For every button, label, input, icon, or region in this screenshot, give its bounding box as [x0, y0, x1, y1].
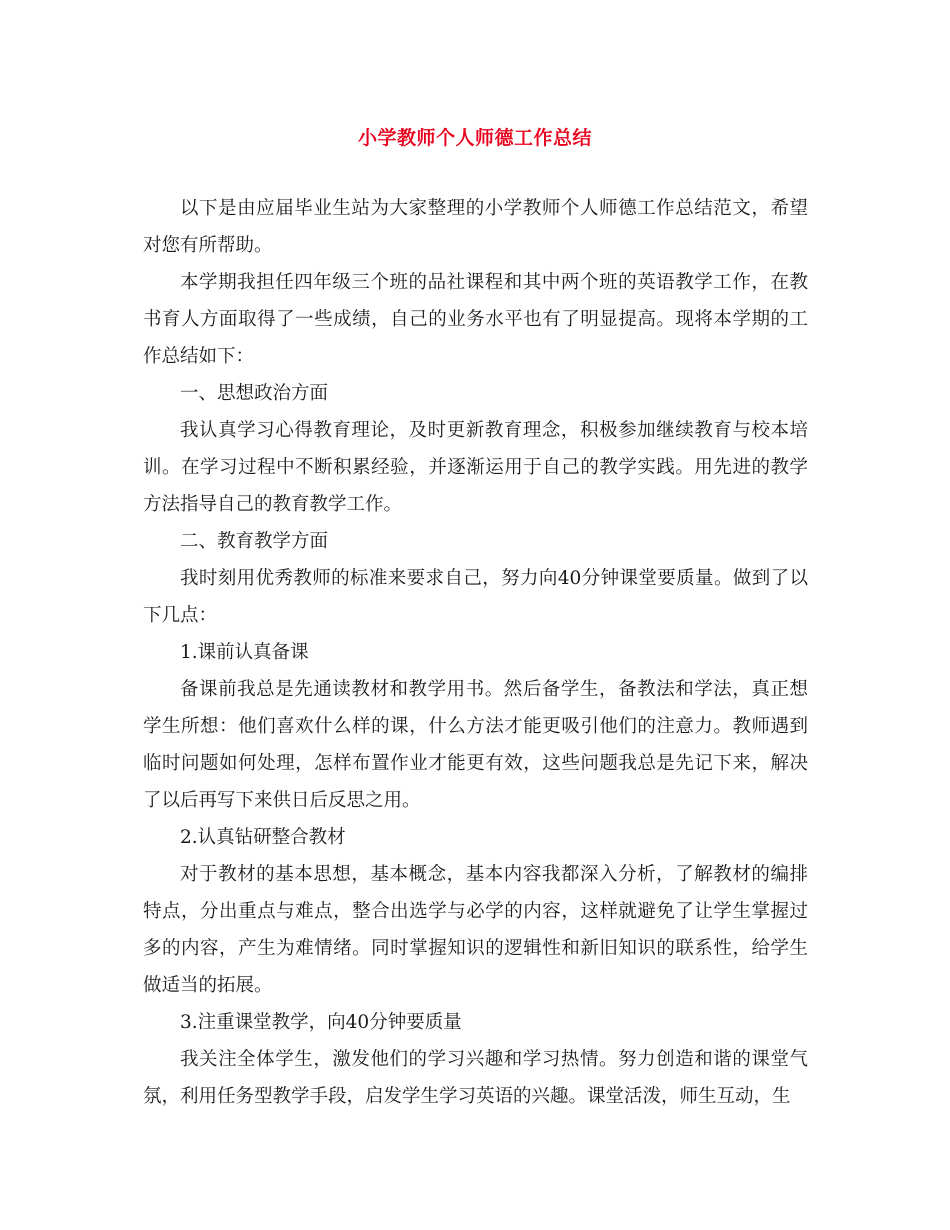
paragraph-textbook: 对于教材的基本思想，基本概念，基本内容我都深入分析，了解教材的编排特点，分出重点与难点，整合出选学与必学的内容，这样就避免了让学生掌握过多的内容，产生为难情绪。同时掌握知识的逻辑性和新旧知识的联系性，给学生做适当的拓展。 — [143, 864, 808, 996]
paragraph-teaching: 我时刻用优秀教师的标准来要求自己，努力向40分钟课堂要质量。做到了以下几点： — [143, 568, 808, 626]
subheading-lesson-prep: 1.课前认真备课 — [180, 642, 309, 663]
paragraph-overview: 本学期我担任四年级三个班的品社课程和其中两个班的英语教学工作，在教书育人方面取得了一些成绩，自己的业务水平也有了明显提高。现将本学期的工作总结如下： — [143, 272, 808, 367]
subheading-textbook: 2.认真钻研整合教材 — [180, 827, 346, 848]
paragraph-political: 我认真学习心得教育理论，及时更新教育理念，积极参加继续教育与校本培训。在学习过程中不断积累经验，并逐渐运用于自己的教学实践。用先进的教学方法指导自己的教育教学工作。 — [143, 420, 808, 515]
paragraph-intro: 以下是由应届毕业生站为大家整理的小学教师个人师德工作总结范文，希望对您有所帮助。 — [143, 198, 808, 256]
document-title: 小学教师个人师德工作总结 — [357, 127, 592, 149]
section-heading-political: 一、思想政治方面 — [180, 383, 329, 404]
paragraph-classroom: 我关注全体学生，激发他们的学习兴趣和学习热情。努力创造和谐的课堂气氛，利用任务型教学手段，启发学生学习英语的兴趣。课堂活泼，师生互动，生 — [143, 1049, 808, 1107]
paragraph-lesson-prep: 备课前我总是先通读教材和教学用书。然后备学生，备教法和学法，真正想学生所想：他们喜欢什么样的课，什么方法才能更吸引他们的注意力。教师遇到临时问题如何处理，怎样布置作业才能更有效，这些问题我总是先记下来，解决了以后再写下来供日后反思之用。 — [143, 679, 808, 811]
section-heading-teaching: 二、教育教学方面 — [180, 531, 329, 552]
document-body — [143, 190, 808, 1115]
subheading-classroom: 3.注重课堂教学，向40分钟要质量 — [180, 1012, 462, 1033]
